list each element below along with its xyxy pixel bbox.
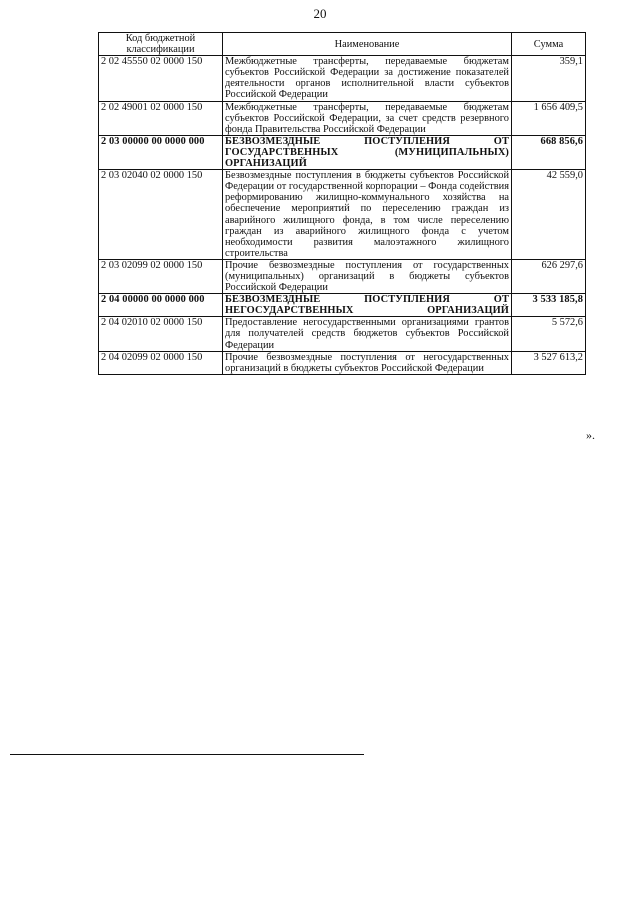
table-row (99, 317, 586, 351)
row-code: 2 02 45550 02 0000 150 (99, 56, 223, 101)
row-amount: 3 533 185,8 (512, 294, 586, 317)
row-amount: 1 656 409,5 (512, 101, 586, 135)
row-code: 2 03 02040 02 0000 150 (99, 170, 223, 260)
row-code: 2 03 00000 00 0000 000 (99, 135, 223, 169)
row-amount: 626 297,6 (512, 259, 586, 293)
header-code: Код бюджетной классификации (99, 33, 223, 56)
page-number: 20 (313, 6, 327, 21)
row-name: Межбюджетные трансферты, передаваемые бюджетам субъектов Российской Федерации за достижение показателей деятельности органов исполнительной власти субъектов Российской Федерации (223, 56, 512, 101)
header-amount: Сумма (512, 33, 586, 56)
row-name: Межбюджетные трансферты, передаваемые бюджетам субъектов Российской Федерации, за счет средств резервного фонда Правительства Российской Федерации (223, 101, 512, 135)
row-amount: 5 572,6 (512, 317, 586, 351)
row-name: Прочие безвозмездные поступления от государственных (муниципальных) организаций в бюджеты субъектов Российской Федерации (223, 259, 512, 293)
row-name: Прочие безвозмездные поступления от негосударственных организаций в бюджеты субъектов Российской Федерации (223, 351, 512, 374)
row-code: 2 03 02099 02 0000 150 (99, 259, 223, 293)
row-code: 2 04 02099 02 0000 150 (99, 351, 223, 374)
table-row-section (99, 294, 586, 317)
budget-classification-table (98, 32, 586, 375)
row-code: 2 02 49001 02 0000 150 (99, 101, 223, 135)
table-row-section (99, 135, 586, 169)
header-name: Наименование (223, 33, 512, 56)
table-header-row (99, 33, 586, 56)
row-name: БЕЗВОЗМЕЗДНЫЕ ПОСТУПЛЕНИЯ ОТ ГОСУДАРСТВЕННЫХ (МУНИЦИПАЛЬНЫХ) ОРГАНИЗАЦИЙ (223, 135, 512, 169)
row-name: Предоставление негосударственными организациями грантов для получателей средств бюджетов субъектов Российской Федерации (223, 317, 512, 351)
table-row (99, 259, 586, 293)
table-row (99, 170, 586, 260)
row-code: 2 04 00000 00 0000 000 (99, 294, 223, 317)
table-row (99, 101, 586, 135)
row-amount: 359,1 (512, 56, 586, 101)
row-name: БЕЗВОЗМЕЗДНЫЕ ПОСТУПЛЕНИЯ ОТ НЕГОСУДАРСТВЕННЫХ ОРГАНИЗАЦИЙ (223, 294, 512, 317)
row-amount: 668 856,6 (512, 135, 586, 169)
table-row (99, 351, 586, 374)
row-code: 2 04 02010 02 0000 150 (99, 317, 223, 351)
footnote-separator-line (10, 754, 364, 755)
row-amount: 3 527 613,2 (512, 351, 586, 374)
table-row (99, 56, 586, 101)
row-name: Безвозмездные поступления в бюджеты субъектов Российской Федерации от государственной корпорации – Фонда содействия реформированию жилищно-коммунального хозяйства на обеспечение мероприятий по переселению граждан из аварийного жилищного фонда, в том числе переселению граждан из аварийного жилищного фонда с учетом необходимости развития малоэтажного жилищного строительства (223, 170, 512, 260)
row-amount: 42 559,0 (512, 170, 586, 260)
closing-quote-mark: ». (586, 428, 595, 442)
